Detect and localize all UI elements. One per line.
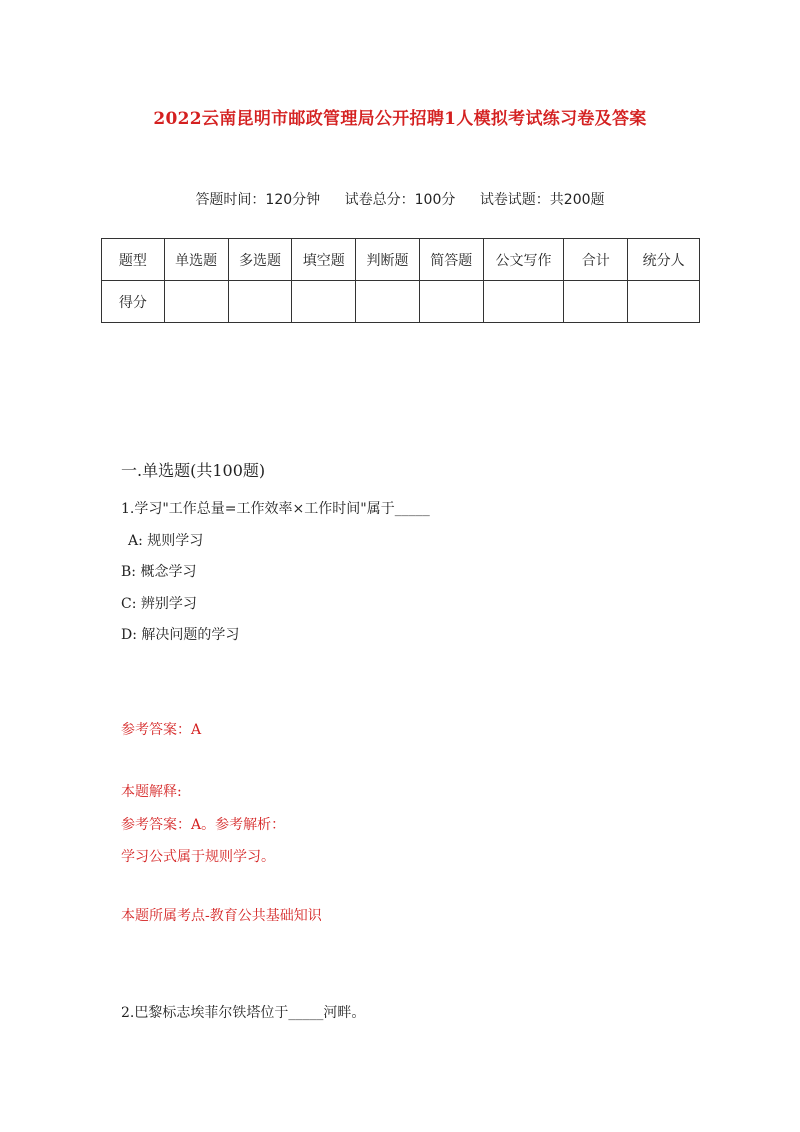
score-header-cell: 多选题 [228,239,292,281]
score-table-header-row [102,239,700,281]
exam-info [0,189,800,209]
score-header-cell: 公文写作 [483,239,564,281]
score-cell [292,281,356,323]
score-header-cell: 判断题 [356,239,420,281]
score-table [101,238,700,323]
question-option: C: 辨别学习 [121,596,197,612]
score-header-cell: 单选题 [164,239,228,281]
score-row-label: 得分 [102,281,165,323]
score-cell [483,281,564,323]
score-header-cell: 合计 [564,239,628,281]
score-cell [164,281,228,323]
score-cell [628,281,700,323]
exam-question-count: 试卷试题：共200题 [479,192,605,208]
explanation-reference: 参考答案：A。参考解析： [121,817,286,833]
explanation-label: 本题解释: [121,784,182,800]
exam-total-score: 试卷总分：100分 [344,192,456,208]
score-header-cell: 简答题 [419,239,483,281]
score-cell [419,281,483,323]
reference-answer: 参考答案：A [121,722,202,738]
question-option: B: 概念学习 [121,564,197,580]
score-cell [228,281,292,323]
score-cell [356,281,420,323]
score-table-score-row [102,281,700,323]
question-stem: 1.学习"工作总量=工作效率×工作时间"属于_____ [121,501,430,517]
question-option: D: 解决问题的学习 [121,627,240,643]
score-header-cell: 统分人 [628,239,700,281]
score-cell [564,281,628,323]
question-stem: 2.巴黎标志埃菲尔铁塔位于_____河畔。 [121,1005,366,1021]
section-title: 一.单选题(共100题) [121,461,266,480]
question-option: A: 规则学习 [128,533,204,549]
document-title: 2022云南昆明市邮政管理局公开招聘1人模拟考试练习卷及答案 [153,109,647,129]
explanation-text: 学习公式属于规则学习。 [121,849,275,865]
score-header-cell: 填空题 [292,239,356,281]
score-header-cell: 题型 [102,239,165,281]
topic-label: 本题所属考点-教育公共基础知识 [121,908,322,924]
exam-time: 答题时间：120分钟 [195,192,321,208]
